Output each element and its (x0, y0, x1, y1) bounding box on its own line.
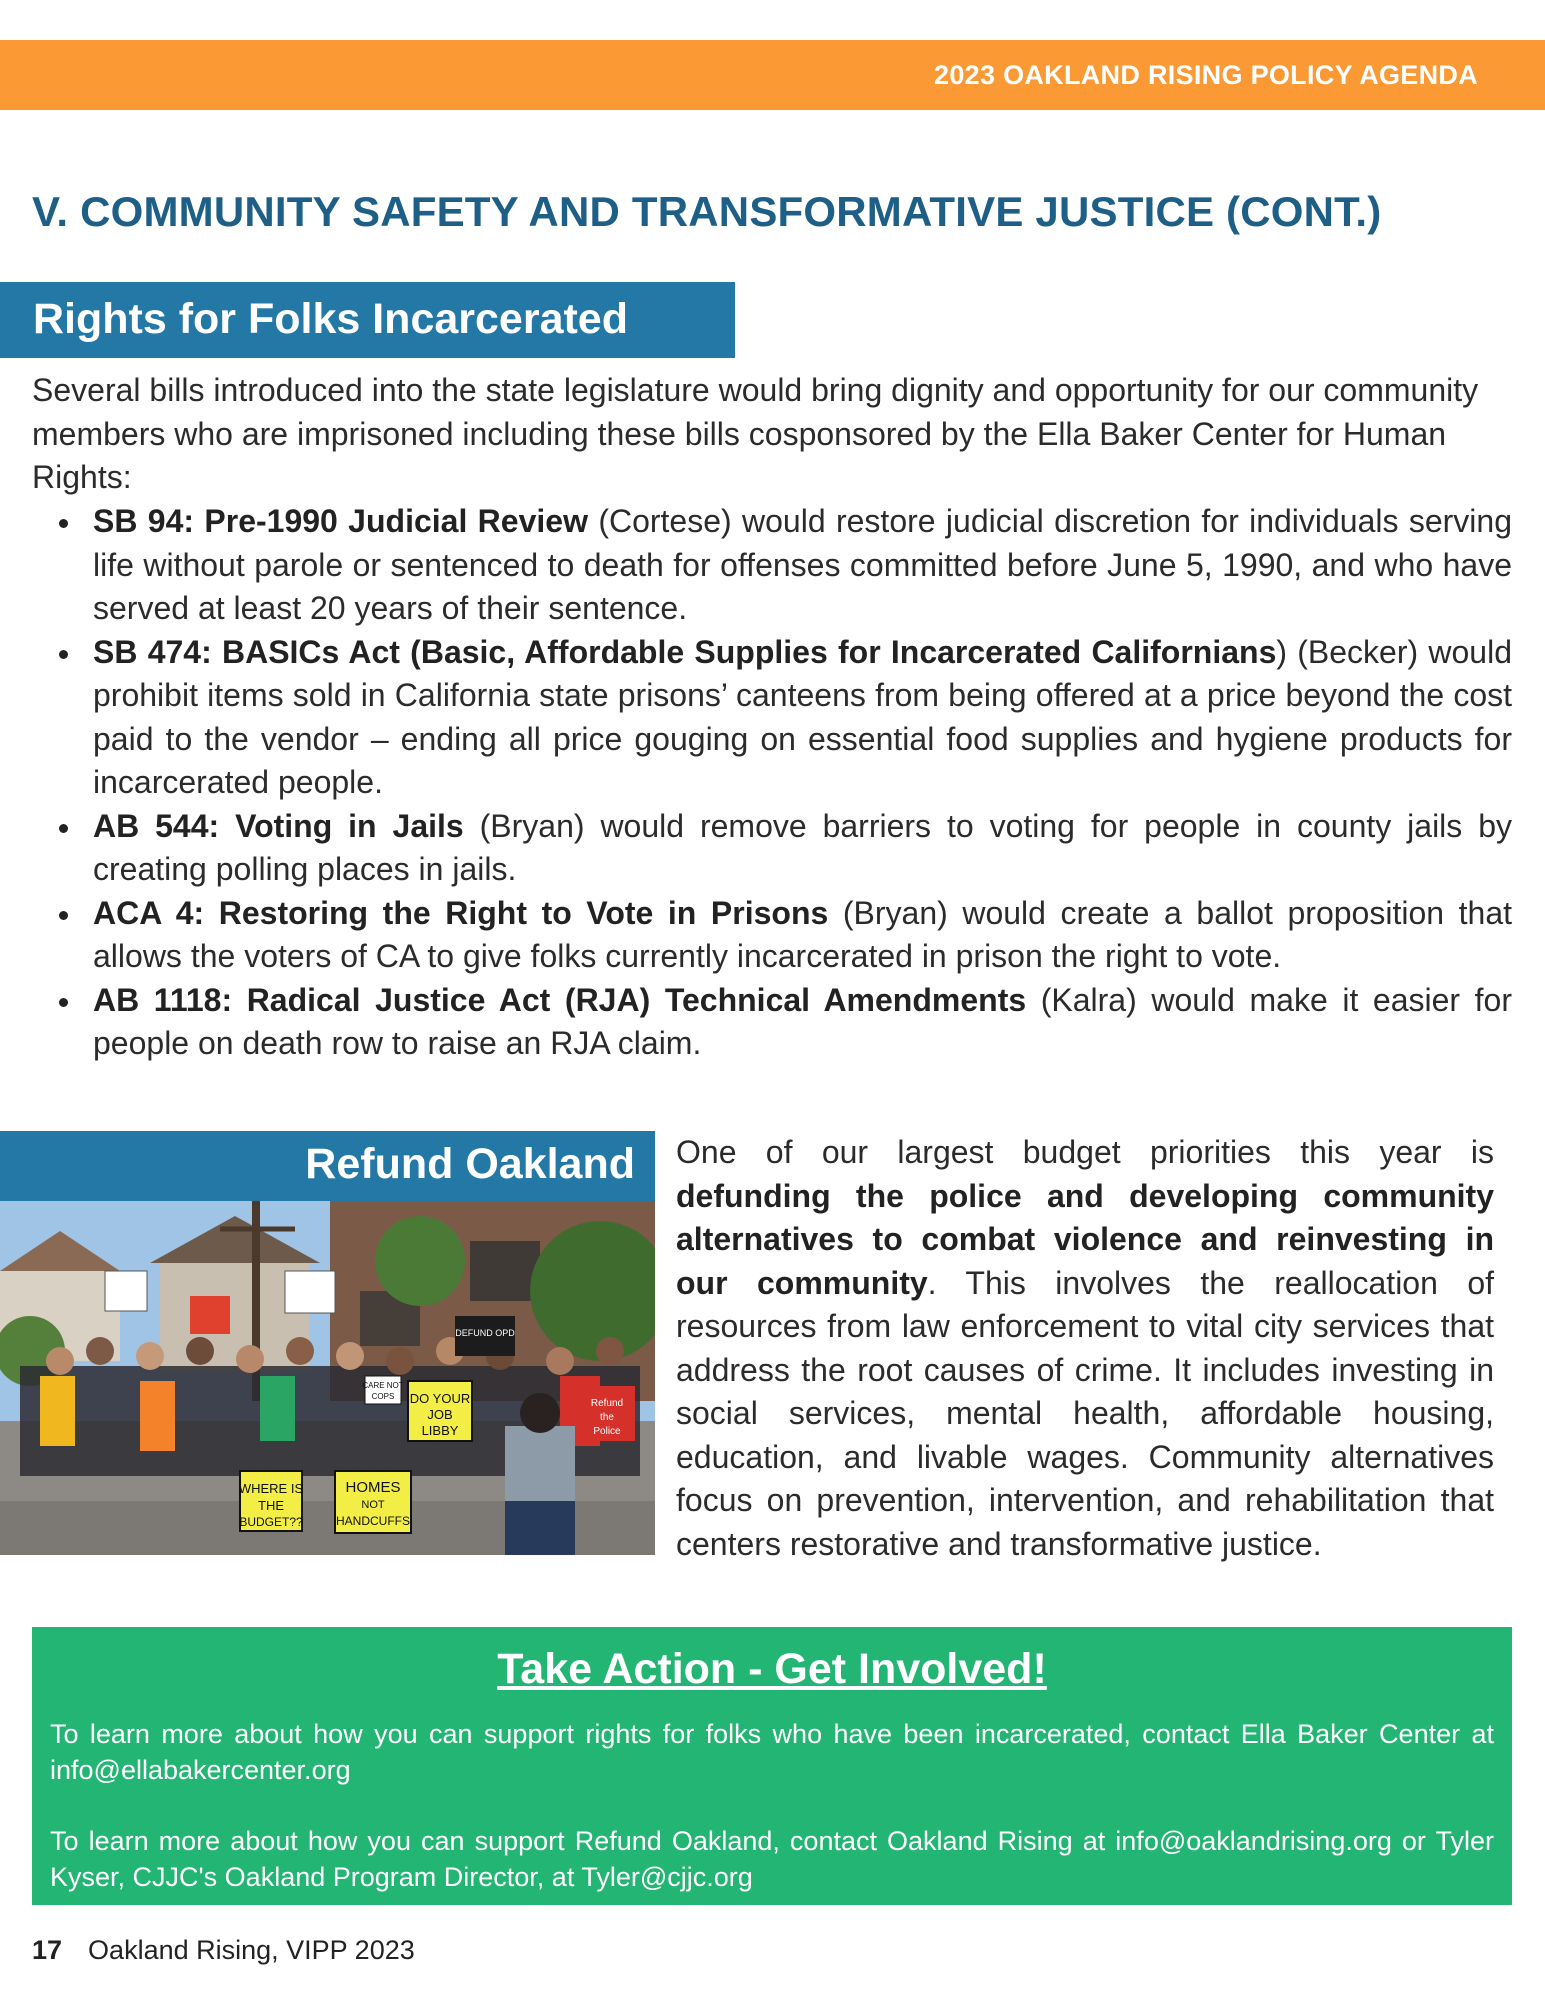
bill-description: (Cortese) would restore judicial discretion for individuals serving life without parole or sentenced to death for offenses committed before June 5, 1990, and who have served at least 20 years of their sentence. (93, 503, 1513, 626)
bill-title: AB 1118: Radical Justice Act (RJA) Technical Amendments (93, 981, 1027, 1018)
svg-text:BUDGET??: BUDGET?? (239, 1515, 303, 1529)
refund-heading-bar (0, 1131, 655, 1201)
top-banner (0, 40, 1545, 110)
action-contact-ella-baker: To learn more about how you can support rights for folks who have been incarcerated, contact Ella Baker Center at info@ellabakercenter.org (50, 1719, 1494, 1785)
footer-text: Oakland Rising, VIPP 2023 (88, 1935, 415, 1965)
bill-title: ACA 4: Restoring the Right to Vote in Prisons (93, 894, 829, 931)
page-footer (32, 1935, 415, 1966)
page-number: 17 (32, 1935, 63, 1965)
bill-description: ) (Becker) would prohibit items sold in California state prisons’ canteens from being offered at a price beyond the cost paid to the vendor – ending all price gouging on essential food supplies and hygiene products for incarcerated people. (93, 633, 1512, 800)
bill-list (32, 500, 1512, 1066)
bill-title: SB 474: BASICs Act (Basic, Affordable Supplies for Incarcerated Californians (93, 633, 1277, 670)
bill-item (32, 979, 1512, 1066)
sign-homes-not-handcuffs: HOMES (345, 1479, 401, 1496)
bill-item (32, 500, 1512, 631)
sign-refund-police: Refund (590, 1398, 624, 1409)
svg-text:LIBBY: LIBBY (421, 1423, 459, 1438)
refund-paragraph (676, 1131, 1494, 1566)
refund-text-end: . This involves the reallocation of resources from law enforcement to vital city services that address the root causes of crime. It includes investing in social services, mental health, affordable housing, education, and livable wages. Community alternatives focus on prevention, intervention, and rehabilitation that centers restorative and transformative justice. (676, 1264, 1495, 1562)
bill-description: (Bryan) would create a ballot proposition that allows the voters of CA to give folks currently incarcerated in prison the right to vote. (93, 894, 1513, 974)
sign-do-your-job: DO YOUR (409, 1391, 471, 1406)
bill-description: (Kalra) would make it easier for people on death row to raise an RJA claim. (93, 981, 1513, 1061)
rights-heading: Rights for Folks Incarcerated (33, 295, 628, 343)
bill-title: AB 544: Voting in Jails (93, 807, 464, 844)
rally-photo (0, 1201, 655, 1555)
section-title: V. COMMUNITY SAFETY AND TRANSFORMATIVE JUSTICE (CONT.) (32, 188, 1382, 235)
svg-text:THE: THE (258, 1498, 284, 1513)
bill-item (32, 892, 1512, 979)
refund-text-start: One of our largest budget priorities this year is (676, 1134, 1494, 1170)
bill-item (32, 631, 1512, 805)
svg-text:Police: Police (593, 1426, 621, 1437)
bill-description: (Bryan) would remove barriers to voting for people in county jails by creating polling places in jails. (93, 807, 1513, 887)
sign-where-budget: WHERE IS (238, 1481, 304, 1496)
svg-text:COPS: COPS (371, 1392, 395, 1401)
rights-heading-bar (0, 282, 735, 358)
bill-title: SB 94: Pre-1990 Judicial Review (93, 503, 588, 539)
refund-text-emphasis: defunding the police and developing community alternatives to combat violence and reinvesting in our community (676, 1177, 1494, 1301)
refund-heading: Refund Oakland (305, 1140, 635, 1188)
svg-text:JOB: JOB (427, 1407, 453, 1422)
svg-text:HANDCUFFS: HANDCUFFS (336, 1514, 410, 1528)
action-contact-oakland-rising: To learn more about how you can support Refund Oakland, contact Oakland Rising at info@oaklandrising.org or Tyler Kyser, CJJC's Oakland Program Director, at Tyler@cjjc.org (50, 1826, 1494, 1892)
sign-care-not-cops: CARE NOT (362, 1381, 404, 1390)
banner-title: 2023 OAKLAND RISING POLICY AGENDA (934, 60, 1478, 90)
rights-intro: Several bills introduced into the state legislature would bring dignity and opportunity for our community members who are imprisoned including these bills cosponsored by the Ella Baker Center for Human Rights: (32, 372, 1479, 495)
sign-defund-opd: DEFUND OPD (455, 1328, 515, 1338)
bill-item (32, 805, 1512, 892)
svg-text:NOT: NOT (361, 1499, 385, 1511)
take-action-box (32, 1627, 1512, 1905)
take-action-title: Take Action - Get Involved! (497, 1645, 1047, 1693)
svg-text:the: the (600, 1412, 614, 1423)
